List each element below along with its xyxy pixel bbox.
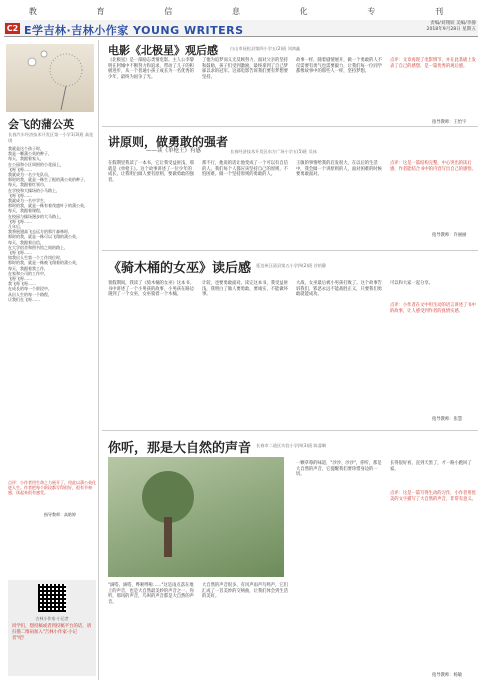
qr-caption: 吉林小作家·小记者 bbox=[35, 616, 69, 621]
brand-title: E学吉林·吉林小作家 YOUNG WRITERS bbox=[24, 24, 244, 37]
a1-teacher: 指导教师：王怡宇 bbox=[432, 120, 467, 125]
poem-line: 每天，我跟着红领巾， bbox=[8, 182, 48, 188]
a1-col3: 故事一样，随着剧情展开，做一个勇敢的人不仅需要有勇气也需要毅力，让我们每一位同学都像故事中的那些人一样，坚持梦想。 bbox=[296, 58, 382, 75]
banner-char: 化 bbox=[299, 7, 318, 16]
nature-image bbox=[108, 457, 284, 577]
poem-line: 飞呀飞呀…… bbox=[8, 276, 32, 282]
a4-col3: 一颗草莓的味道，"沙沙、沙沙"，你听，那是大自然的声音，它提醒我们要珍惜身边的一切。 bbox=[296, 461, 382, 478]
poem-line: 我就成为一名少先队员， bbox=[8, 172, 52, 178]
tree-icon bbox=[108, 457, 284, 577]
poem-line: 那时的我，就是一株生了根的蒲公英的种子， bbox=[8, 177, 88, 183]
page-code: C2 bbox=[6, 24, 19, 33]
a4-teacher: 指导教师：杨敏 bbox=[432, 673, 463, 678]
date-line: 2018年9月28日 星期五 bbox=[426, 27, 476, 32]
header-meta bbox=[427, 21, 476, 33]
a2-subtitle: ——读《单枪王》有感 bbox=[146, 148, 202, 154]
a4-col1: "滴嗒，滴嗒，哗啦哗啦……"这是雨点落在地上的声音，也是大自然最美妙的声音之一。你听，那风的声音，鸟叫的声音都是大自然的声音。 bbox=[108, 583, 194, 605]
poem-line: 那时的我，就是一株有着茂盛叶子的蒲公英， bbox=[8, 203, 88, 209]
a2-teacher: 指导教师：许丽丽 bbox=[432, 233, 467, 238]
poem-body bbox=[8, 146, 96, 302]
poem-line: 我将展翅高飞去远方的那片森林时， bbox=[8, 229, 72, 235]
poem-line: 我就是这个孩子时， bbox=[8, 146, 44, 151]
poem-line: 每天，我跟着自信， bbox=[8, 239, 44, 245]
left-teacher: 指导教师：高皓婷 bbox=[44, 512, 76, 517]
a3-col4: 可以和大家一起分享。 bbox=[390, 281, 433, 286]
poem-line: 我飞呀飞呀…… bbox=[8, 281, 36, 287]
article-3 bbox=[102, 250, 478, 427]
a3-comment: 点评：小作者在文中用生动的语言讲述了书中的故事，让人感受到作者的真情实感。 bbox=[390, 303, 476, 314]
a1-byline: 白山市抚松县第四小学五(2)班 刘鸿鑫 bbox=[230, 46, 301, 51]
a2-col1: 在假期里我读了一本书，它让我受益匪浅，那就是《单枪王》。这个故事讲述了一位少年的成长，让我明白做人要有原则，要做勇敢的强者。 bbox=[108, 161, 194, 183]
a4-byline: 长春市二道区实验小学四(3)班 陈睿琳 bbox=[256, 443, 327, 448]
left-column bbox=[4, 40, 99, 680]
poem-line: 飞呀飞呀…… bbox=[8, 192, 32, 198]
poem-line: 几年后， bbox=[8, 224, 24, 230]
poem-line: 在学校和大操场的小马路上， bbox=[8, 187, 60, 193]
poem-line: 那时的我，就是一株可以飞翔的蒲公英， bbox=[8, 234, 80, 240]
a4-col4: 长得很好看，直到天黑了，才一路小跑回了家。 bbox=[390, 461, 472, 472]
banner-char: 专 bbox=[367, 7, 386, 16]
a2-col2: 那不行，他说的话让他变成了一个可以有自信的人。我们每个人都应该坚持自己的原则，不怕困难，做一个坚持原则的勇敢的人。 bbox=[202, 161, 288, 178]
a4-title: 你听，那是大自然的声音 bbox=[108, 441, 252, 456]
left-title: 会飞的蒲公英 bbox=[8, 118, 74, 131]
a4-col2: 大自然的声音很多，有风声雨声鸟鸣声，它们汇成了一首美妙的交响曲，让我们体会到生活的美好。 bbox=[202, 583, 288, 600]
poem-line: 在成长的每一个阶段中， bbox=[8, 286, 52, 292]
a1-title: 电影《北极星》观后感 bbox=[108, 44, 218, 57]
poem-line: 每天，我跟着家人， bbox=[8, 156, 44, 162]
dandelion-icon bbox=[6, 44, 94, 112]
banner-char: 刊 bbox=[435, 7, 454, 16]
poem-line: 如我出人生第一个工作岗位时， bbox=[8, 255, 64, 261]
a2-byline: 长春经济技术开发区东方广场小学五(5)班 吴冰 bbox=[230, 149, 317, 154]
banner-char: 教 bbox=[28, 7, 47, 16]
a3-col2: 计较，也要勇敢面对。读完这本书，我受益匪浅，我明白了做人要勇敢，要诚实，不能做坏事。 bbox=[202, 281, 288, 298]
banner-char: 息 bbox=[231, 7, 250, 16]
a2-comment: 点评：这是一篇结构完整，中心突出的读后感，作者能结合书中的内容写出自己的感悟。 bbox=[390, 161, 476, 172]
a4-comment: 点评：这是一篇写得生动的习作，小作者用优美的文字描写了大自然的声音，非常有意义。 bbox=[390, 491, 476, 502]
a2-col3: 王敏的事情给我的启发很大，在以后的生活中，我会做一个讲原则的人，面对困难的时候要勇敢面对。 bbox=[296, 161, 382, 178]
a1-col1: 《北极星》是一部励志类情电影。主人公李黎明在阿城中不断努力和追求，带动了儿子的积极进步，从一个普通小孩子成长为一名优秀的少年，最终为国争了光。 bbox=[108, 58, 194, 80]
poem-line: 飞呀飞呀…… bbox=[8, 250, 32, 256]
dandelion-image bbox=[6, 44, 94, 112]
poem-line: 从出人生的每一个路程， bbox=[8, 291, 52, 297]
a3-teacher: 指导教师：张慧 bbox=[432, 417, 463, 422]
poem-line: 我是一颗蒲公英的种子， bbox=[8, 151, 52, 157]
article-4 bbox=[102, 430, 478, 683]
a1-col2: 了他为追梦而义无反顾努力，面对父亲的坚持和鼓励，孩子们受到激励，最终拿到了自己梦寐以求的冠军。这部电影告诉我们要有梦想要坚持。 bbox=[202, 58, 288, 80]
editor-line: 责编/刘翔姣 美编/李静 bbox=[430, 21, 476, 26]
a3-col1: 暑假期间，我读了《骑木桶的女巫》这本书，书中讲述了一个小男孩的故事，小男孩在路边遇到了一个女巫，女巫骑着一个木桶。 bbox=[108, 281, 194, 298]
poem-line: 在家和公司的工作中， bbox=[8, 270, 48, 276]
left-byline: 长春汽车经济技术开发区第一小学1(3)班 高佳琪 bbox=[8, 132, 94, 143]
poem-line: 在公园和小区周围的小花园上， bbox=[8, 161, 64, 167]
a3-col3: 大战，女巫最后被小男孩打败了。这个故事告诉我们，邪恶永远不能战胜正义，只要我们勇敢就能成功。 bbox=[296, 281, 382, 298]
left-comment: 点评：小作者用生命之力展开了，用此以蒲公英化进人生。作者把每个阶段都写得很好，很有节奏感，读起来很有感受。 bbox=[8, 480, 96, 496]
a3-byline: 延边州汪清县第五小学四(2)班 谷怡静 bbox=[256, 263, 327, 268]
banner-char: 育 bbox=[96, 7, 115, 16]
qr-code-icon[interactable] bbox=[38, 584, 66, 612]
poem-line: 那时的我，就是一株被飞翔着的蒲公英， bbox=[8, 260, 80, 266]
poem-line: 我就成为一名中学生， bbox=[8, 198, 48, 204]
poem-line: 每天，我跟着课程， bbox=[8, 208, 44, 214]
header-banner bbox=[4, 6, 478, 17]
a1-comment: 点评：文章再现了电影情节，并在此基础上发表了自己的感想，是一篇优秀的观后感。 bbox=[390, 58, 476, 69]
a3-title: 《骑木桶的女巫》读后感 bbox=[108, 261, 252, 276]
qr-box bbox=[8, 580, 96, 676]
poem-line: 在大学宿舍和图书馆之间的路上， bbox=[8, 244, 68, 250]
article-2 bbox=[102, 126, 478, 247]
a2-title: 讲原则，做勇敢的强者 bbox=[108, 135, 229, 149]
qr-note: 同学们，想投稿或者到投稿平台的话，请扫描二维码加入"吉林小作家·小记者"吧！ bbox=[12, 624, 92, 641]
poem-line: 飞呀飞呀…… bbox=[8, 166, 32, 172]
poem-line: 让我们在飞呀…… bbox=[8, 296, 40, 302]
poem-line: 每天，我跟着我工作， bbox=[8, 265, 48, 271]
banner-char: 信 bbox=[164, 7, 183, 16]
poem-line: 飞呀飞呀…… bbox=[8, 218, 32, 224]
poem-line: 在校园与操场漫步的大马路上， bbox=[8, 213, 64, 219]
